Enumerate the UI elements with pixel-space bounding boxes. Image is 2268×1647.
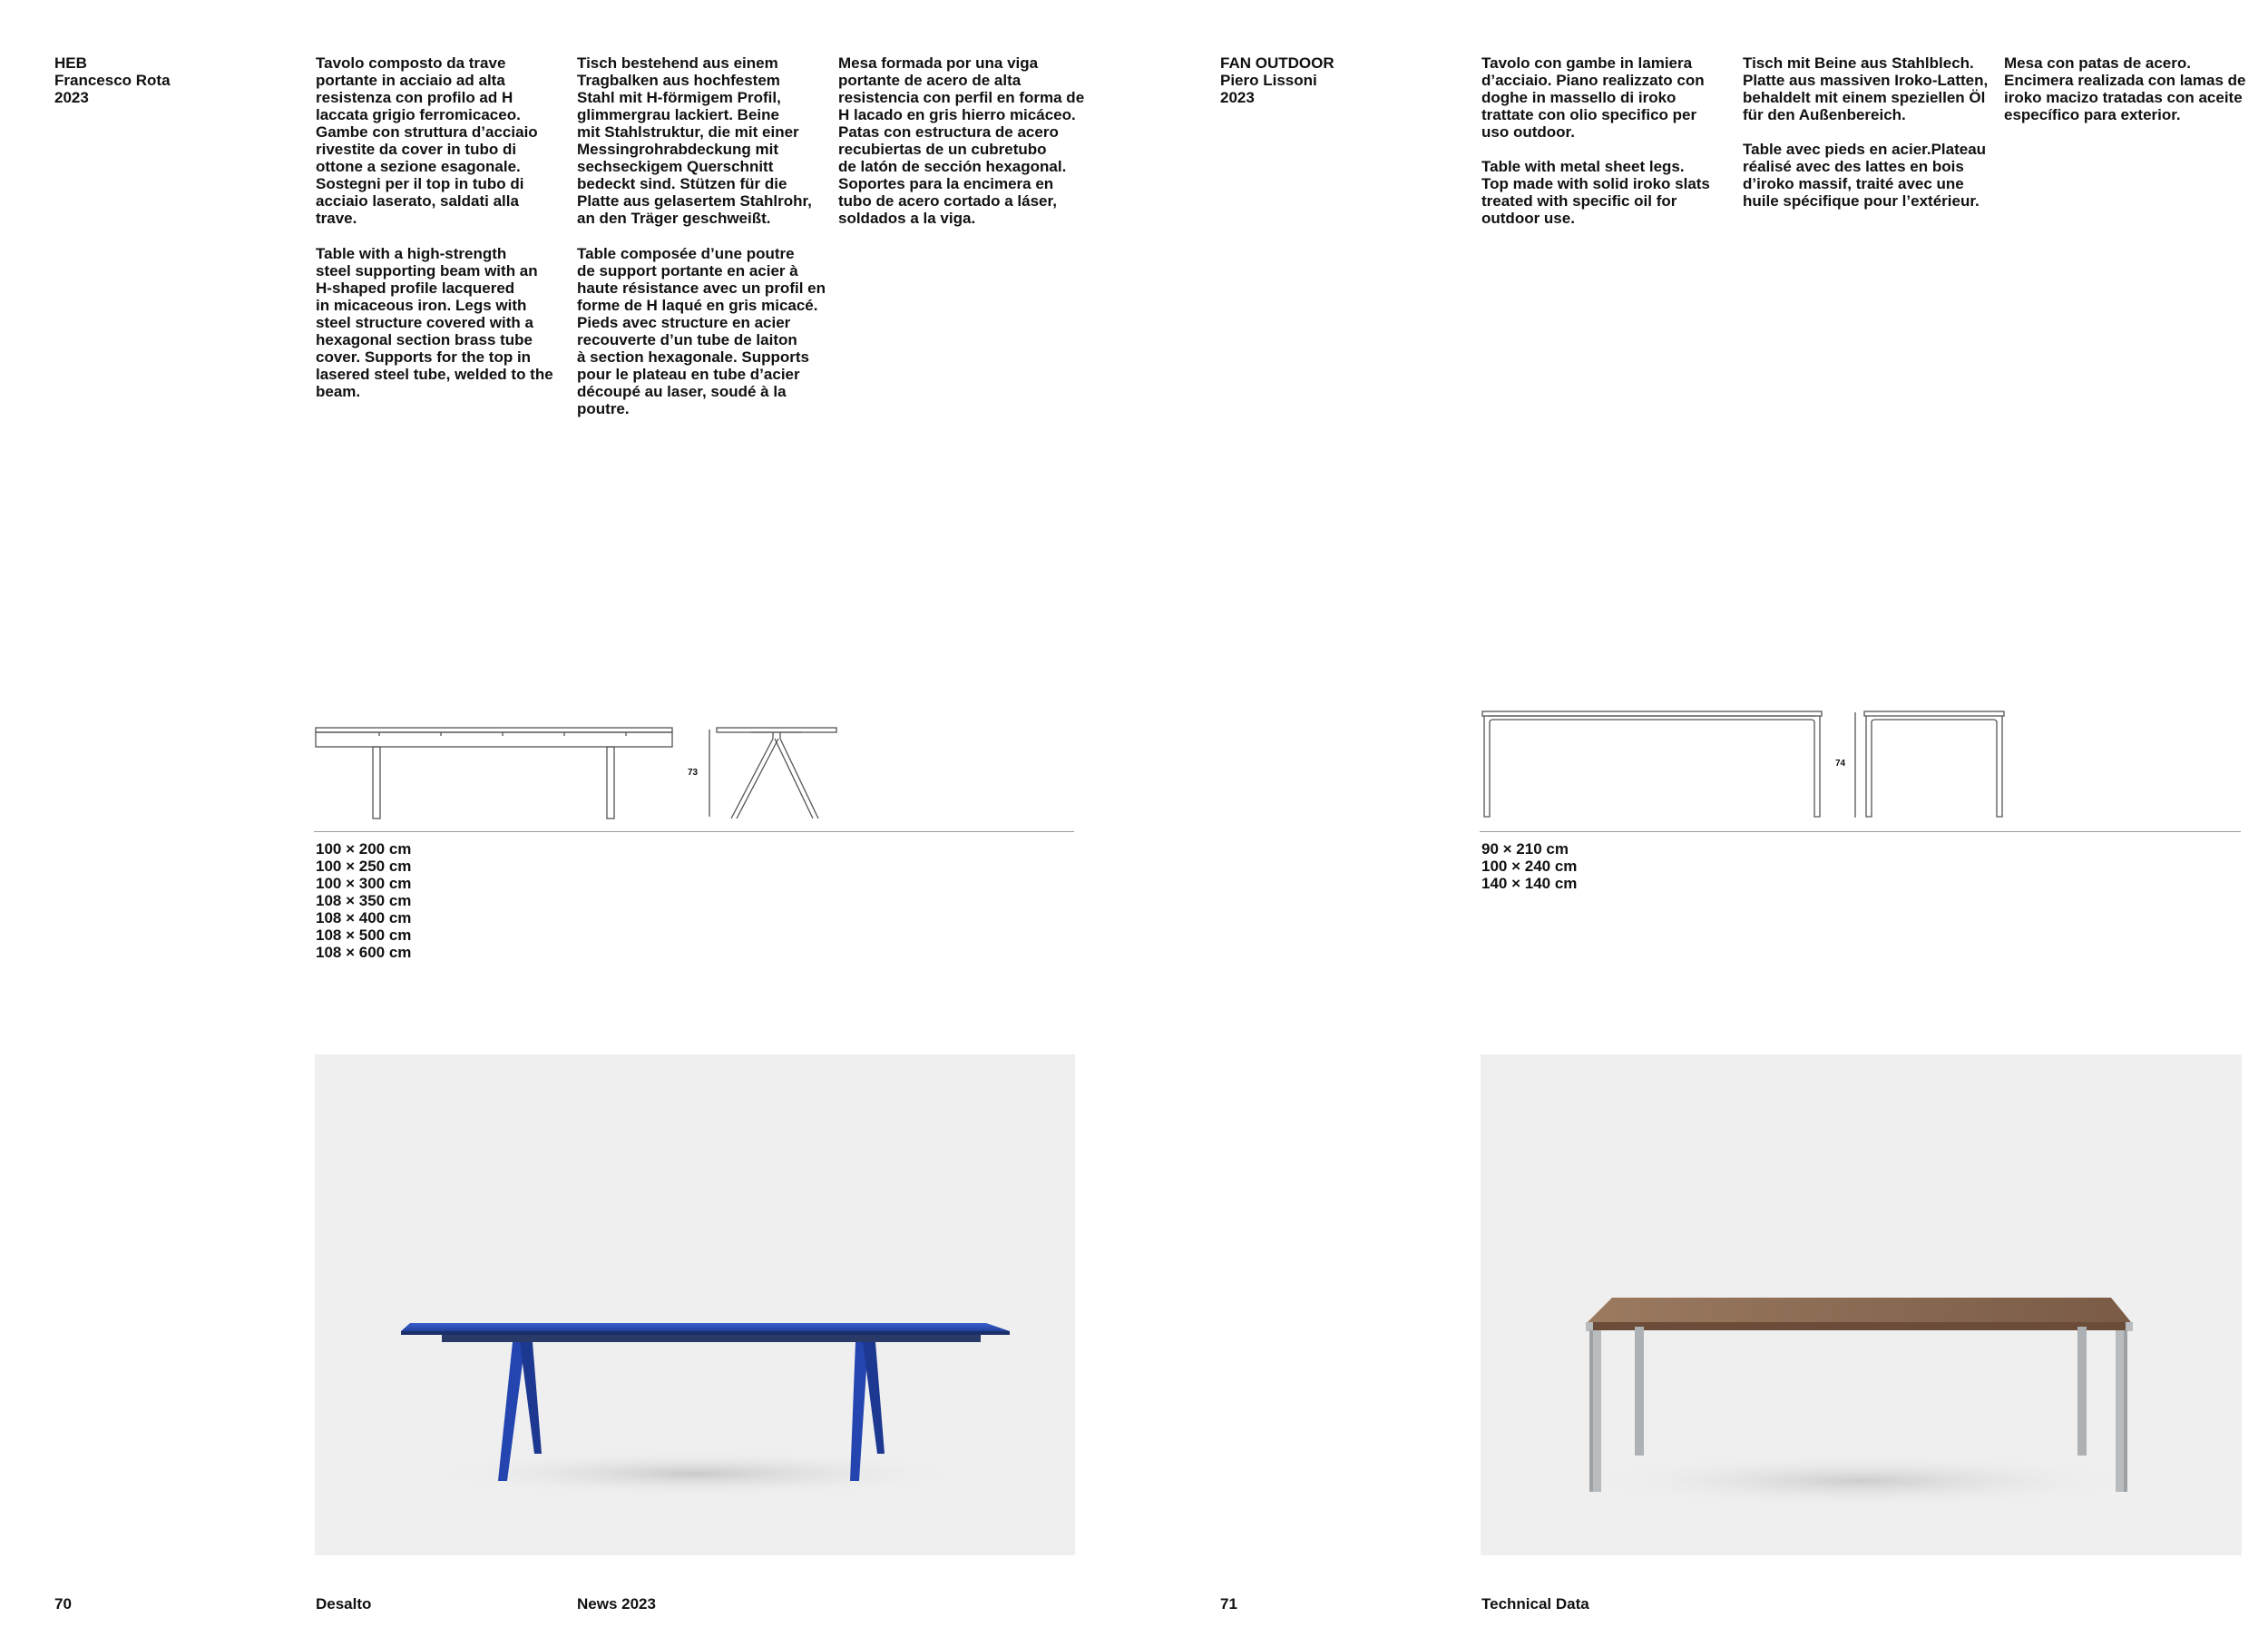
description-italian: Tavolo con gambe in lamiera d’acciaio. Piano realizzato con doghe in massello di iroko trattate con olio specifico per uso outdoor. <box>1481 54 1705 141</box>
left-divider-rule <box>314 831 1074 832</box>
size-option: 100 × 200 cm <box>316 840 412 858</box>
description-french: Table composée d’une poutre de support portante en acier à haute résistance avec un profil en forme de H laqué en gris micacé. Pieds avec structure en acier recouverte d’un tube de laiton à section hexagonale. Supports pour le plateau en tube d’acier découpé au laser, soudé à la poutre. <box>577 245 826 417</box>
product-name-heb: HEB <box>54 54 87 72</box>
description-german: Tisch mit Beine aus Stahlblech. Platte aus massiven Iroko-Latten, behaldelt mit einem speziellen Öl für den Außenbereich. <box>1743 54 1989 123</box>
fan-dimension-line <box>1853 711 1857 819</box>
designer-name: Piero Lissoni <box>1220 72 1317 89</box>
size-option: 100 × 250 cm <box>316 858 412 875</box>
page-number-left: 70 <box>54 1595 72 1613</box>
heb-sizes-list <box>316 840 411 961</box>
product-name-fan-outdoor: FAN OUTDOOR <box>1220 54 1334 72</box>
size-option: 108 × 600 cm <box>316 944 412 961</box>
product-year: 2023 <box>54 89 89 106</box>
description-spanish: Mesa con patas de acero. Encimera realizada con lamas de iroko macizo tratadas con aceite específico para exterior. <box>2004 54 2246 123</box>
size-option: 100 × 300 cm <box>316 875 412 892</box>
fan-side-elevation-drawing <box>1862 710 2008 820</box>
heb-product-photo <box>315 1054 1075 1555</box>
size-option: 108 × 400 cm <box>316 909 412 926</box>
fan-sizes-list <box>1481 840 1577 892</box>
size-option: 140 × 140 cm <box>1481 875 1578 892</box>
fan-height-dimension: 74 <box>1835 759 1846 769</box>
page-number-right: 71 <box>1220 1595 1237 1613</box>
description-english: Table with a high-strength steel supporting beam with an H-shaped profile lacquered in micaceous iron. Legs with steel structure covered with a hexagonal section brass tube cover. Supports for the top in lasered steel tube, welded to the beam. <box>316 245 553 400</box>
designer-name: Francesco Rota <box>54 72 171 89</box>
fan-front-elevation-drawing <box>1481 710 1825 820</box>
right-divider-rule <box>1480 831 2241 832</box>
heb-dimension-line <box>708 728 711 819</box>
heb-height-dimension: 73 <box>688 768 699 778</box>
heb-side-elevation-drawing <box>715 726 842 821</box>
fan-outdoor-product-photo <box>1481 1054 2242 1555</box>
product-year: 2023 <box>1220 89 1255 106</box>
description-german: Tisch bestehend aus einem Tragbalken aus hochfestem Stahl mit H-förmigem Profil, glimmergrau lackiert. Beine mit Stahlstruktur, die mit einer Messingrohrabdeckung mit sechseckigem Querschnitt bedeckt sind. Stützen für die Platte aus gelasertem Stahlrohr, an den Träger geschweißt. <box>577 54 812 227</box>
description-french: Table avec pieds en acier.Plateau réalisé avec des lattes en bois d’iroko massif, traité avec une huile spécifique pour l’extérieur. <box>1743 141 1987 210</box>
description-spanish: Mesa formada por una viga portante de acero de alta resistencia con perfil en forma de H lacado en gris hierro micáceo. Patas con estructura de acero recubiertas de un cubretubo de latón de sección hexagonal. Soportes para la encimera en tubo de acero cortado a láser, soldados a la viga. <box>838 54 1085 227</box>
size-option: 90 × 210 cm <box>1481 840 1569 858</box>
size-option: 108 × 350 cm <box>316 892 412 909</box>
description-english: Table with metal sheet legs. Top made with solid iroko slats treated with specific oil for outdoor use. <box>1481 158 1710 227</box>
size-option: 108 × 500 cm <box>316 926 412 944</box>
footer-section: News 2023 <box>577 1595 656 1613</box>
footer-brand: Desalto <box>316 1595 372 1613</box>
heb-front-elevation-drawing <box>314 726 677 821</box>
size-option: 100 × 240 cm <box>1481 858 1578 875</box>
description-italian: Tavolo composto da trave portante in acciaio ad alta resistenza con profilo ad H laccata grigio ferromicaceo. Gambe con struttura d’acciaio rivestite da cover in tubo di ottone a sezione esagonale. Sostegni per il top in tubo di acciaio laserato, saldati alla trave. <box>316 54 538 227</box>
footer-section: Technical Data <box>1481 1595 1589 1613</box>
